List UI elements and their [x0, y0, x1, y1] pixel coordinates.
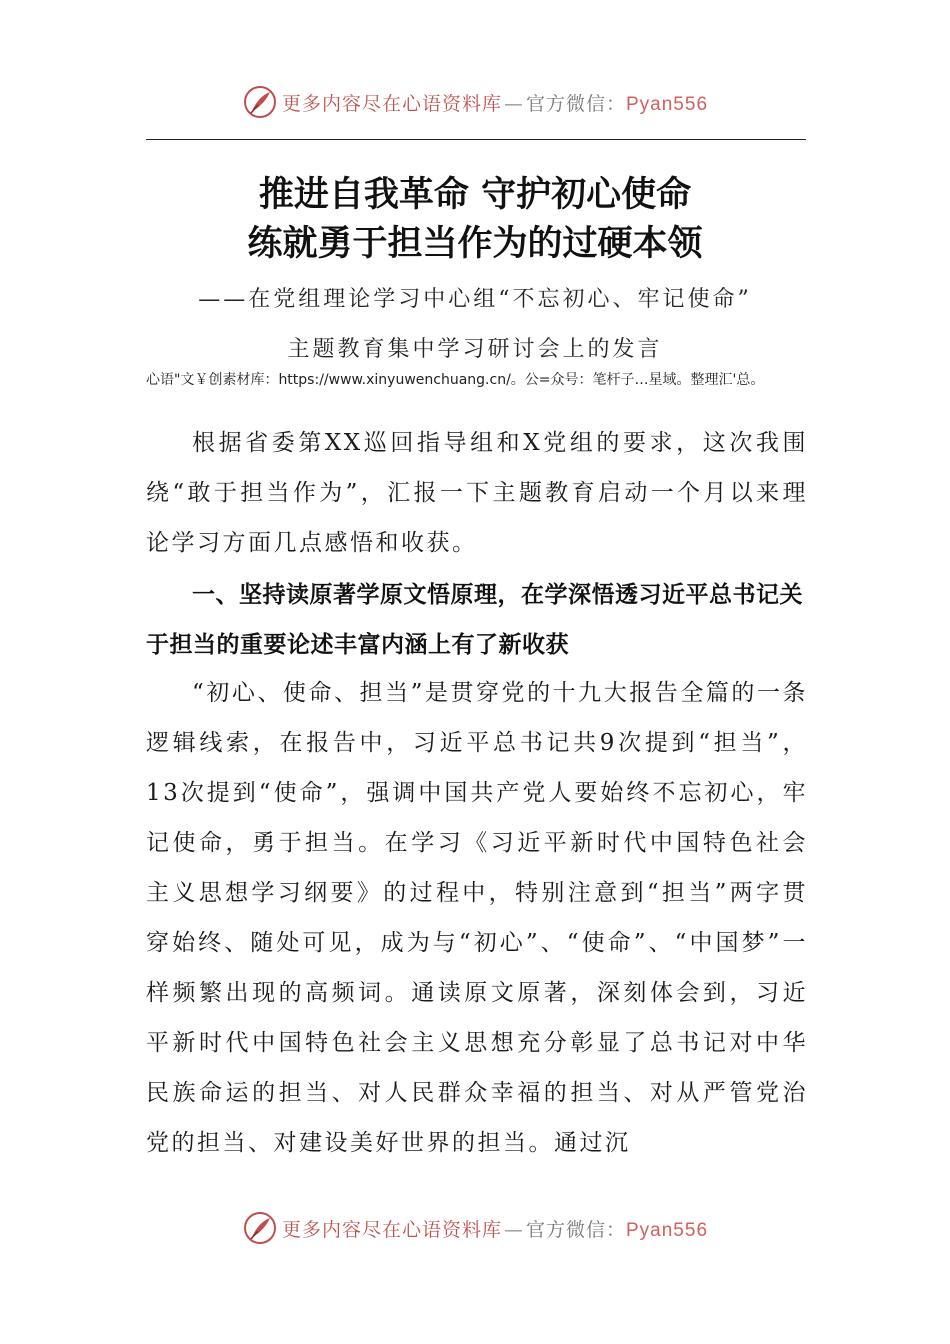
feather-pen-logo-icon: [242, 1210, 278, 1246]
footer-brand-separator: —: [503, 1218, 524, 1241]
brand-tail: 官方微信：: [525, 92, 626, 115]
doc-title-line-1: 推进自我革命 守护初心使命: [258, 175, 692, 215]
doc-subtitle-line-1: ——在党组理论学习中心组“不忘初心、牢记使命”: [198, 287, 752, 312]
section-1-paragraph: “初心、使命、担当”是贯穿党的十九大报告全篇的一条逻辑线索，在报告中，习近平总书记共9次提到“担当”，13次提到“使命”，强调中国共产党人要始终不忘初心，牢记使命，勇于担当。在学习《习近平新时代中国特色社会主义思想学习纲要》的过程中，特别注意到“担当”两字贯穿始终、随处可见，成为与“初心”、“使命”、“中国梦”一样频繁出现的高频词。通读原文原著，深刻体会到，习近平新时代中国特色社会主义思想充分彰显了总书记对中华民族命运的担当、对人民群众幸福的担当、对从严管党治党的担当、对建设美好世界的担当。通过沉: [146, 680, 808, 1156]
header-divider: [146, 139, 806, 140]
source-note: 心语"文￥创素材库：https://www.xinyuwenchuang.cn/。公=众号：笔杆子…星域。整理汇'总。: [146, 372, 765, 388]
header-brand: [0, 82, 950, 122]
section-heading-1: 一、坚持读原著学原文悟原理，在学深悟透习近平总书记关于担当的重要论述丰富内涵上有了新收获: [146, 582, 803, 658]
brand-separator: —: [503, 92, 524, 115]
brand-wechat-id: Pyan556: [626, 93, 709, 115]
footer-brand: [0, 1208, 950, 1248]
brand-main: 更多内容尽在心语资料库: [281, 92, 502, 115]
feather-pen-logo-icon: [242, 84, 278, 120]
doc-subtitle-line-2: 主题教育集中学习研讨会上的发言: [287, 337, 663, 362]
intro-paragraph: 根据省委第XX巡回指导组和X党组的要求，这次我围绕“敢于担当作为”，汇报一下主题教育启动一个月以来理论学习方面几点感悟和收获。: [146, 430, 808, 556]
footer-brand-main: 更多内容尽在心语资料库: [281, 1218, 502, 1241]
footer-brand-tail: 官方微信：: [525, 1218, 626, 1241]
footer-brand-text: [282, 1215, 708, 1242]
brand-text: [282, 89, 708, 116]
doc-title-line-2: 练就勇于担当作为的过硬本领: [247, 224, 703, 264]
footer-brand-wechat-id: Pyan556: [626, 1219, 709, 1241]
